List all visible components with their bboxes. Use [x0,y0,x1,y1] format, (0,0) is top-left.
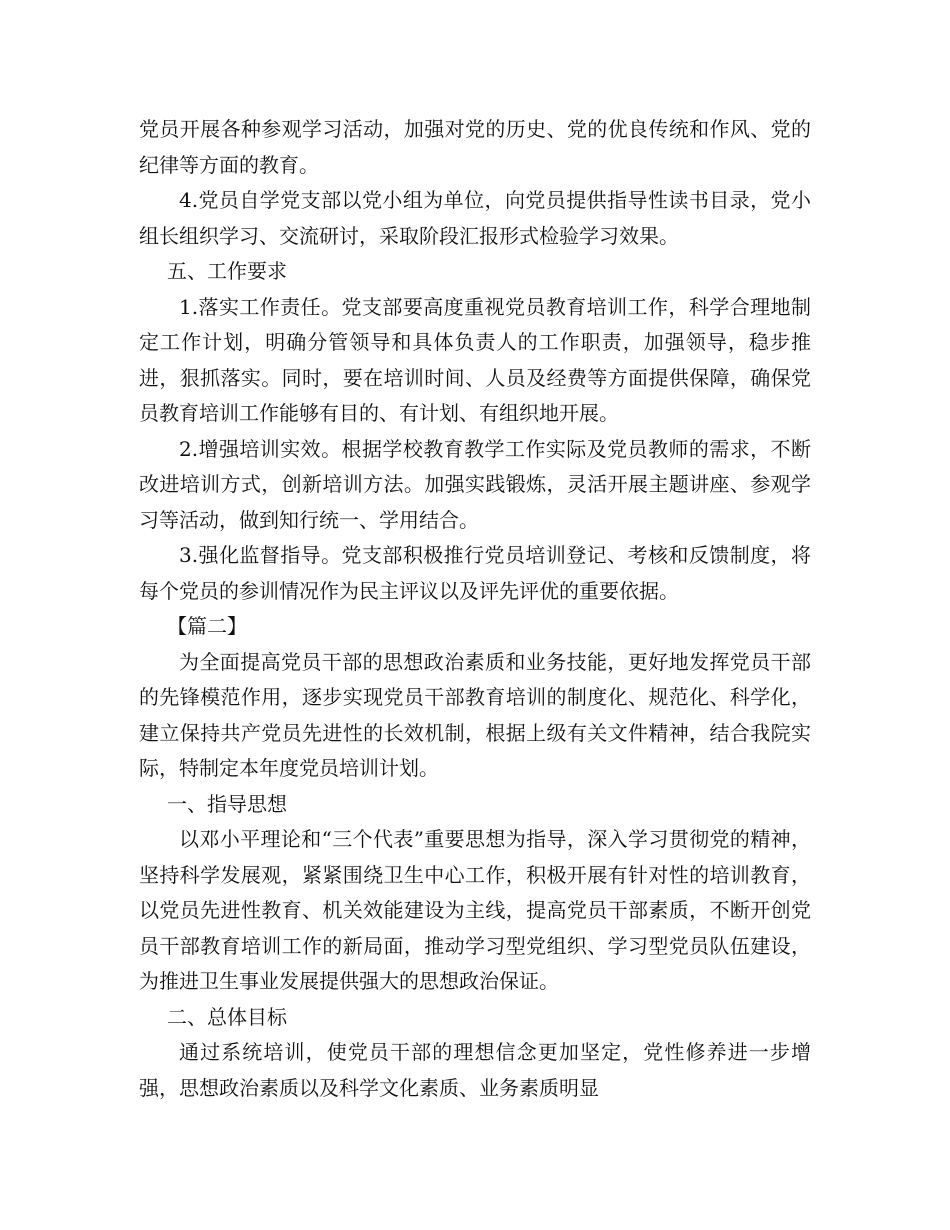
paragraph-strengthen-supervision: 3.强化监督指导。党支部积极推行党员培训登记、考核和反馈制度，将每个党员的参训情况作为民主评议以及评先评优的重要依据。 [139,543,811,603]
paragraph-guiding-ideology: 以邓小平理论和“三个代表”重要思想为指导，深入学习贯彻党的精神，坚持科学发展观，紧紧围绕卫生中心工作，积极开展有针对性的培训教育，以党员先进性教育、机关效能建设为主线，提高党员干部素质，不断开创党员干部教育培训工作的新局面，推动学习型党组织、学习型党员队伍建设，为推进卫生事业发展提供强大的思想政治保证。 [139,827,811,993]
paragraph-intro-continuation: 党员开展各种参观学习活动，加强对党的历史、党的优良传统和作风、党的纪律等方面的教育。 [139,117,811,177]
paragraph-self-study: 4.党员自学党支部以党小组为单位，向党员提供指导性读书目录，党小组长组织学习、交流研讨，采取阶段汇报形式检验学习效果。 [139,188,811,248]
section-heading-overall-goal: 二、总体目标 [167,1004,287,1029]
section-heading-work-requirements: 五、工作要求 [167,259,287,283]
document-body [139,112,811,1106]
paragraph-implement-responsibility: 1.落实工作责任。党支部要高度重视党员教育培训工作，科学合理地制定工作计划，明确分管领导和具体负责人的工作职责，加强领导，稳步推进，狠抓落实。同时，要在培训时间、人员及经费等方面提供保障，确保党员教育培训工作能够有目的、有计划、有组织地开展。 [139,294,811,425]
paragraph-part-two-intro: 为全面提高党员干部的思想政治素质和业务技能，更好地发挥党员干部的先锋模范作用，逐步实现党员干部教育培训的制度化、规范化、科学化，建立保持共产党员先进性的长效机制，根据上级有关文件精神，结合我院实际，特制定本年度党员培训计划。 [139,649,811,780]
paragraph-overall-goal: 通过系统培训，使党员干部的理想信念更加坚定，党性修养进一步增强，思想政治素质以及科学文化素质、业务素质明显 [139,1040,811,1100]
section-heading-guiding-ideology: 一、指导思想 [167,791,287,816]
paragraph-enhance-effectiveness: 2.增强培训实效。根据学校教育教学工作实际及党员教师的需求，不断改进培训方式，创新培训方法。加强实践锻炼，灵活开展主题讲座、参观学习等活动，做到知行统一、学用结合。 [139,436,811,532]
section-heading-part-two: 【篇二】 [167,614,247,638]
